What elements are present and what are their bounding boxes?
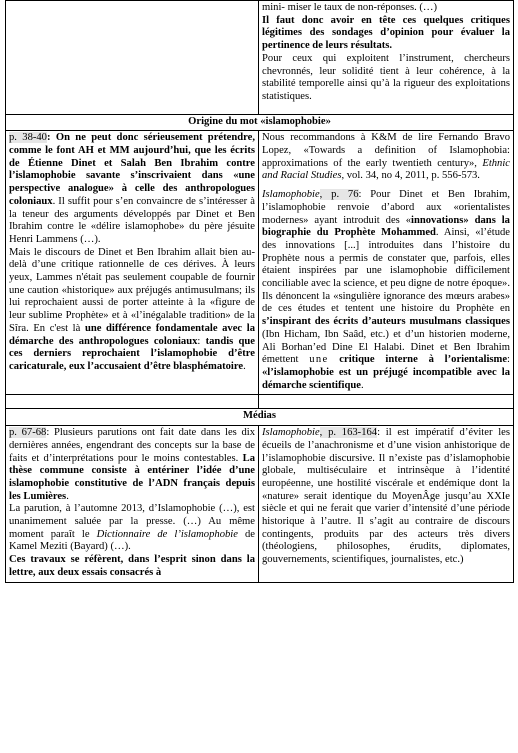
book-title: Islamophobie bbox=[262, 427, 320, 439]
text: , vol. 34, no 4, 2011, p. 556-573. bbox=[341, 170, 480, 182]
page-ref: , p. 76 bbox=[319, 189, 359, 201]
left-cell bbox=[6, 426, 259, 582]
bold-text: On ne peut donc sérieusement prétendre, comme le font AH et MM aujourd’hui, que les écrits de Étienne Dinet et Salah Ben Ibrahim contre l’islamophobie savante s’inscrivaient dans «une perspective analogue» à celle des anthropologues coloniaux bbox=[9, 132, 255, 207]
book-title: Islamophobie bbox=[262, 189, 320, 201]
text: Nous recommandons à K&M de lire Fernando Bravo Lopez, «Towards a definition of Islamophobia: approximations of the early twentieth century», bbox=[262, 132, 510, 169]
paragraph: Pour ceux qui exploitent l’instrument, chercheurs chevronnés, leur solidité tient à leur cohérence, à la stabilité temporelle ainsi qu’à la rigueur des exploitations statistiques. bbox=[262, 52, 510, 102]
text: . bbox=[360, 379, 364, 391]
bold-text: Ces travaux se réfèrent, dans l’esprit sinon dans la lettre, aux deux essais consacrés à bbox=[9, 554, 255, 578]
bold-text: s’inspirant des écrits d’auteurs musulmans classiques bbox=[262, 316, 510, 328]
bold-text: » dans la biographie du Prophète Mohammed bbox=[262, 214, 510, 239]
bold-text: «l’islamophobie est un préjugé incompatible avec la démarche scientifique bbox=[262, 366, 510, 391]
paragraph bbox=[262, 132, 510, 183]
text: La parution, à l’automne 2013, d’Islamophobie (…), est unanimement saluée par la presse. (…) Au même moment paraît le bbox=[9, 503, 255, 540]
section-heading-row bbox=[6, 409, 514, 426]
section-heading: Origine du mot «islamophobie» bbox=[6, 114, 514, 131]
text: . bbox=[243, 360, 246, 372]
text: : il est impératif d’éviter les écueils de l’anachronisme et d’une vision anhistorique de l’islamophobie discursive. Il n’existe pas d’islamophobie globale, multiséculaire et intrinsèque à l’identité européenne, une hostilité viscérale et endémique dont la «nature» serait identique du MoyenÂge jusqu’au XXIe siècle et qui ne ferait que varier d’intensité d’une période historique à l’autre. Il s’agit au contraire de discours contingents, produits par des acteurs très divers (théologiens, philosophes, érudits, diplomates, gouvernements, scientifiques, journalistes, etc.) bbox=[262, 427, 511, 566]
page-ref: , p. 163-164 bbox=[319, 427, 378, 439]
left-cell bbox=[6, 131, 259, 395]
page-ref: p. 38-40 bbox=[9, 132, 47, 144]
table-row bbox=[6, 426, 514, 582]
book-title: Dictionnaire de l’islamophobie bbox=[96, 528, 238, 540]
bold-text: tandis que ces derniers reprochaient l’islamophobie d’être caricaturale, eux l’accusaient d’être blasphématoire bbox=[9, 335, 256, 372]
section-heading: Médias bbox=[6, 409, 514, 426]
bold-text: Il faut donc avoir en tête ces quelques critiques légitimes des sondages d’opinion pour évaluer la pertinence de leurs résultats. bbox=[262, 14, 510, 52]
bold-text: une différence fondamentale avec la démarche des anthropologues coloniaux bbox=[9, 322, 255, 347]
paragraph bbox=[9, 554, 255, 579]
paragraph bbox=[9, 132, 255, 246]
paragraph: mini- miser le taux de non-réponses. (…) bbox=[262, 2, 438, 13]
paragraph bbox=[9, 503, 255, 554]
table-row-empty bbox=[6, 395, 514, 409]
paragraph bbox=[262, 427, 510, 567]
bold-text: La thèse commune consiste à entériner l’idée d’une islamophobie constitutive de l’ADN français depuis les Lumières bbox=[9, 452, 255, 502]
separator: : bbox=[197, 335, 206, 347]
right-cell bbox=[259, 1, 514, 115]
text: : Pour Dinet et Ben Ibrahim, l’islamophobie renvoie d’abord aux «orientalistes modernes» ayant introduit des « bbox=[262, 189, 510, 226]
separator: : bbox=[507, 354, 510, 366]
paragraph bbox=[9, 247, 255, 374]
right-cell bbox=[259, 426, 514, 582]
text: . Il suffit pour s’en convaincre de s’intéresser à la teneur des arguments développés par Dinet et Ben Ibrahim contre le «délire islamophobe» du père jésuite Henri Lammens (…). bbox=[9, 195, 255, 245]
table-row bbox=[6, 1, 514, 115]
text: Mais le discours de Dinet et Ben Ibrahim allait bien au-delà d’une critique rationnelle de ces dérives. À leurs yeux, Lammes n'était pas seulement coupable de fournir une caution «historique» aux préjugés antimusulmans; ils lui reprochaient aussi de porter atteinte à la «figure de leur sublime Prophète» et à «l’inégalable tradition» de la Sîra. En c'est là bbox=[9, 246, 255, 334]
left-cell-empty bbox=[6, 395, 259, 409]
separator: : bbox=[46, 132, 56, 144]
right-cell bbox=[259, 131, 514, 395]
text: . Ainsi, «l’étude des innovations [...] introduites dans l’histoire du Prophète nous a permis de constater que, parfois, elles étaient inspirées par une islamophobie difficilement conciliable avec la science, et peu digne de notre époque». Ils dénoncent la «singulière ignorance des mœurs arabes» de ces études et tentent une histoire du Prophète en bbox=[262, 227, 510, 315]
text: (Ibn Hicham, Ibn Saâd, etc.) et d’un historien moderne, Ali Borhan’ed Dine El Halabi. Dinet et Ben Ibrahim émettent bbox=[262, 328, 510, 366]
right-cell-empty bbox=[259, 395, 514, 409]
bold-text: innovations bbox=[411, 214, 464, 226]
comparison-table bbox=[5, 0, 514, 583]
text: de Kamel Meziti (Bayard) (…). bbox=[9, 528, 255, 553]
page-ref: p. 67-68 bbox=[9, 427, 47, 439]
paragraph bbox=[262, 189, 510, 392]
left-cell-empty bbox=[6, 1, 259, 115]
text: : Plusieurs parutions ont fait date dans les dix dernières années, engendrant des concepts sur la base de faits et d’interprétations pour le moins contestables. bbox=[9, 427, 255, 464]
spaced-text: une bbox=[309, 354, 329, 366]
bold-text: critique interne à l’orientalisme bbox=[339, 354, 508, 366]
paragraph bbox=[9, 427, 255, 503]
text: . bbox=[66, 490, 69, 502]
table-row bbox=[6, 131, 514, 395]
journal-title: Ethnic and Racial Studies bbox=[262, 157, 510, 182]
section-heading-row bbox=[6, 114, 514, 131]
paragraph bbox=[262, 15, 510, 53]
